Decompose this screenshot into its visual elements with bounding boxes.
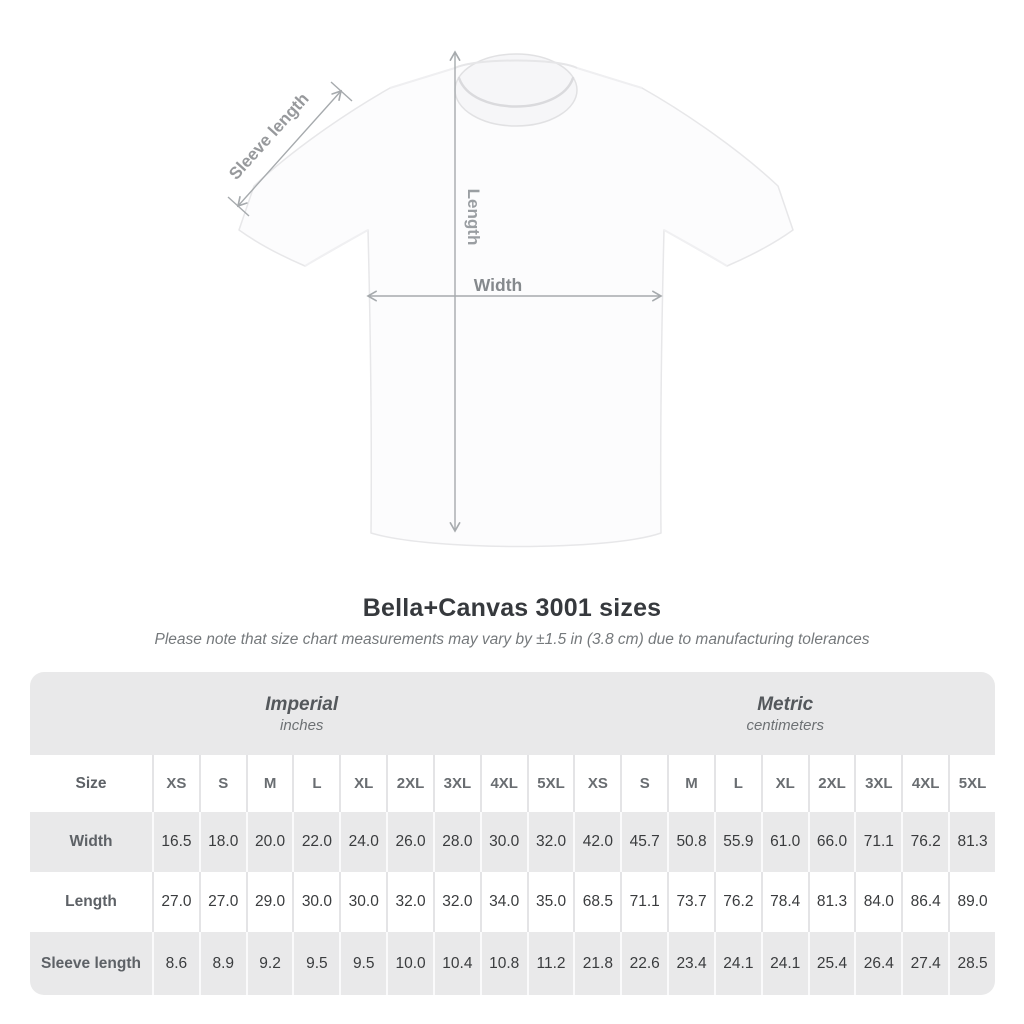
width-row	[30, 812, 995, 872]
size-col-header: 2XL	[808, 755, 855, 812]
metric-group-title: Metric	[757, 693, 814, 715]
collar-opening	[455, 54, 577, 126]
row-label: Sleeve length	[41, 954, 141, 972]
size-col-header: XL	[761, 755, 808, 812]
table-cell: 68.5	[573, 872, 620, 932]
size-col-header: 2XL	[386, 755, 433, 812]
width-label: Width	[473, 275, 523, 295]
table-cell: 29.0	[246, 872, 293, 932]
size-col-header: 4XL	[480, 755, 527, 812]
table-cell: 27.0	[152, 872, 199, 932]
size-col-header: S	[620, 755, 667, 812]
length-row	[30, 872, 995, 932]
table-cell: 8.9	[199, 932, 246, 995]
table-cell: 26.4	[854, 932, 901, 995]
table-cell: 26.0	[386, 812, 433, 872]
table-cell: 81.3	[808, 872, 855, 932]
table-cell: 32.0	[527, 812, 574, 872]
row-label: Length	[65, 893, 117, 910]
sleeve-length-row	[30, 932, 995, 995]
size-col-header: XL	[339, 755, 386, 812]
table-cell: 32.0	[386, 872, 433, 932]
imperial-group-header	[30, 672, 573, 755]
table-cell: 30.0	[480, 812, 527, 872]
size-col-header: XS	[573, 755, 620, 812]
size-col-header: M	[667, 755, 714, 812]
imperial-group-title: Imperial	[265, 693, 339, 715]
size-chart-table-container	[30, 672, 995, 995]
table-cell: 24.1	[714, 932, 761, 995]
size-col-header: 5XL	[948, 755, 995, 812]
table-cell: 21.8	[573, 932, 620, 995]
table-cell: 71.1	[854, 812, 901, 872]
table-cell: 22.6	[620, 932, 667, 995]
table-cell: 18.0	[199, 812, 246, 872]
table-cell: 42.0	[573, 812, 620, 872]
table-cell: 9.5	[339, 932, 386, 995]
table-cell: 78.4	[761, 872, 808, 932]
table-cell: 27.4	[901, 932, 948, 995]
page-subtitle: Please note that size chart measurements may vary by ±1.5 in (3.8 cm) due to manufacturing tolerances	[154, 631, 870, 648]
table-cell: 24.1	[761, 932, 808, 995]
table-cell: 9.5	[292, 932, 339, 995]
table-cell: 28.5	[948, 932, 995, 995]
metric-group-header	[573, 672, 995, 755]
tshirt-illustration	[239, 54, 793, 547]
size-col-header: 3XL	[433, 755, 480, 812]
table-cell: 81.3	[948, 812, 995, 872]
table-cell: 9.2	[246, 932, 293, 995]
size-chart-table	[30, 672, 995, 995]
size-col-header: 4XL	[901, 755, 948, 812]
sleeve-length-label: Sleeve length	[225, 89, 313, 184]
table-cell: 84.0	[854, 872, 901, 932]
size-header-row	[30, 755, 995, 812]
table-cell: 35.0	[527, 872, 574, 932]
table-cell: 32.0	[433, 872, 480, 932]
table-cell: 8.6	[152, 932, 199, 995]
size-col-header: M	[246, 755, 293, 812]
table-cell: 89.0	[948, 872, 995, 932]
table-cell: 22.0	[292, 812, 339, 872]
size-col-header: XS	[152, 755, 199, 812]
table-cell: 10.4	[433, 932, 480, 995]
table-cell: 34.0	[480, 872, 527, 932]
size-header: Size	[75, 774, 107, 792]
table-cell: 50.8	[667, 812, 714, 872]
size-col-header: L	[714, 755, 761, 812]
unit-group-header-row	[30, 672, 995, 755]
table-cell: 86.4	[901, 872, 948, 932]
table-cell: 10.0	[386, 932, 433, 995]
table-cell: 76.2	[901, 812, 948, 872]
size-col-header: L	[292, 755, 339, 812]
tshirt-body	[239, 61, 793, 546]
size-col-header: 3XL	[854, 755, 901, 812]
table-cell: 24.0	[339, 812, 386, 872]
table-cell: 20.0	[246, 812, 293, 872]
table-cell: 27.0	[199, 872, 246, 932]
table-cell: 76.2	[714, 872, 761, 932]
size-col-header: S	[199, 755, 246, 812]
table-cell: 25.4	[808, 932, 855, 995]
table-cell: 55.9	[714, 812, 761, 872]
page-title: Bella+Canvas 3001 sizes	[362, 594, 662, 622]
metric-group-unit: centimeters	[746, 717, 824, 735]
table-cell: 66.0	[808, 812, 855, 872]
table-cell: 10.8	[480, 932, 527, 995]
table-cell: 45.7	[620, 812, 667, 872]
table-cell: 30.0	[339, 872, 386, 932]
table-cell: 30.0	[292, 872, 339, 932]
table-cell: 61.0	[761, 812, 808, 872]
length-label: Length	[464, 188, 483, 246]
table-cell: 28.0	[433, 812, 480, 872]
table-cell: 71.1	[620, 872, 667, 932]
size-col-header: 5XL	[527, 755, 574, 812]
table-cell: 23.4	[667, 932, 714, 995]
table-cell: 16.5	[152, 812, 199, 872]
table-cell: 73.7	[667, 872, 714, 932]
imperial-group-unit: inches	[280, 717, 324, 735]
table-cell: 11.2	[527, 932, 574, 995]
row-label: Width	[69, 833, 113, 850]
